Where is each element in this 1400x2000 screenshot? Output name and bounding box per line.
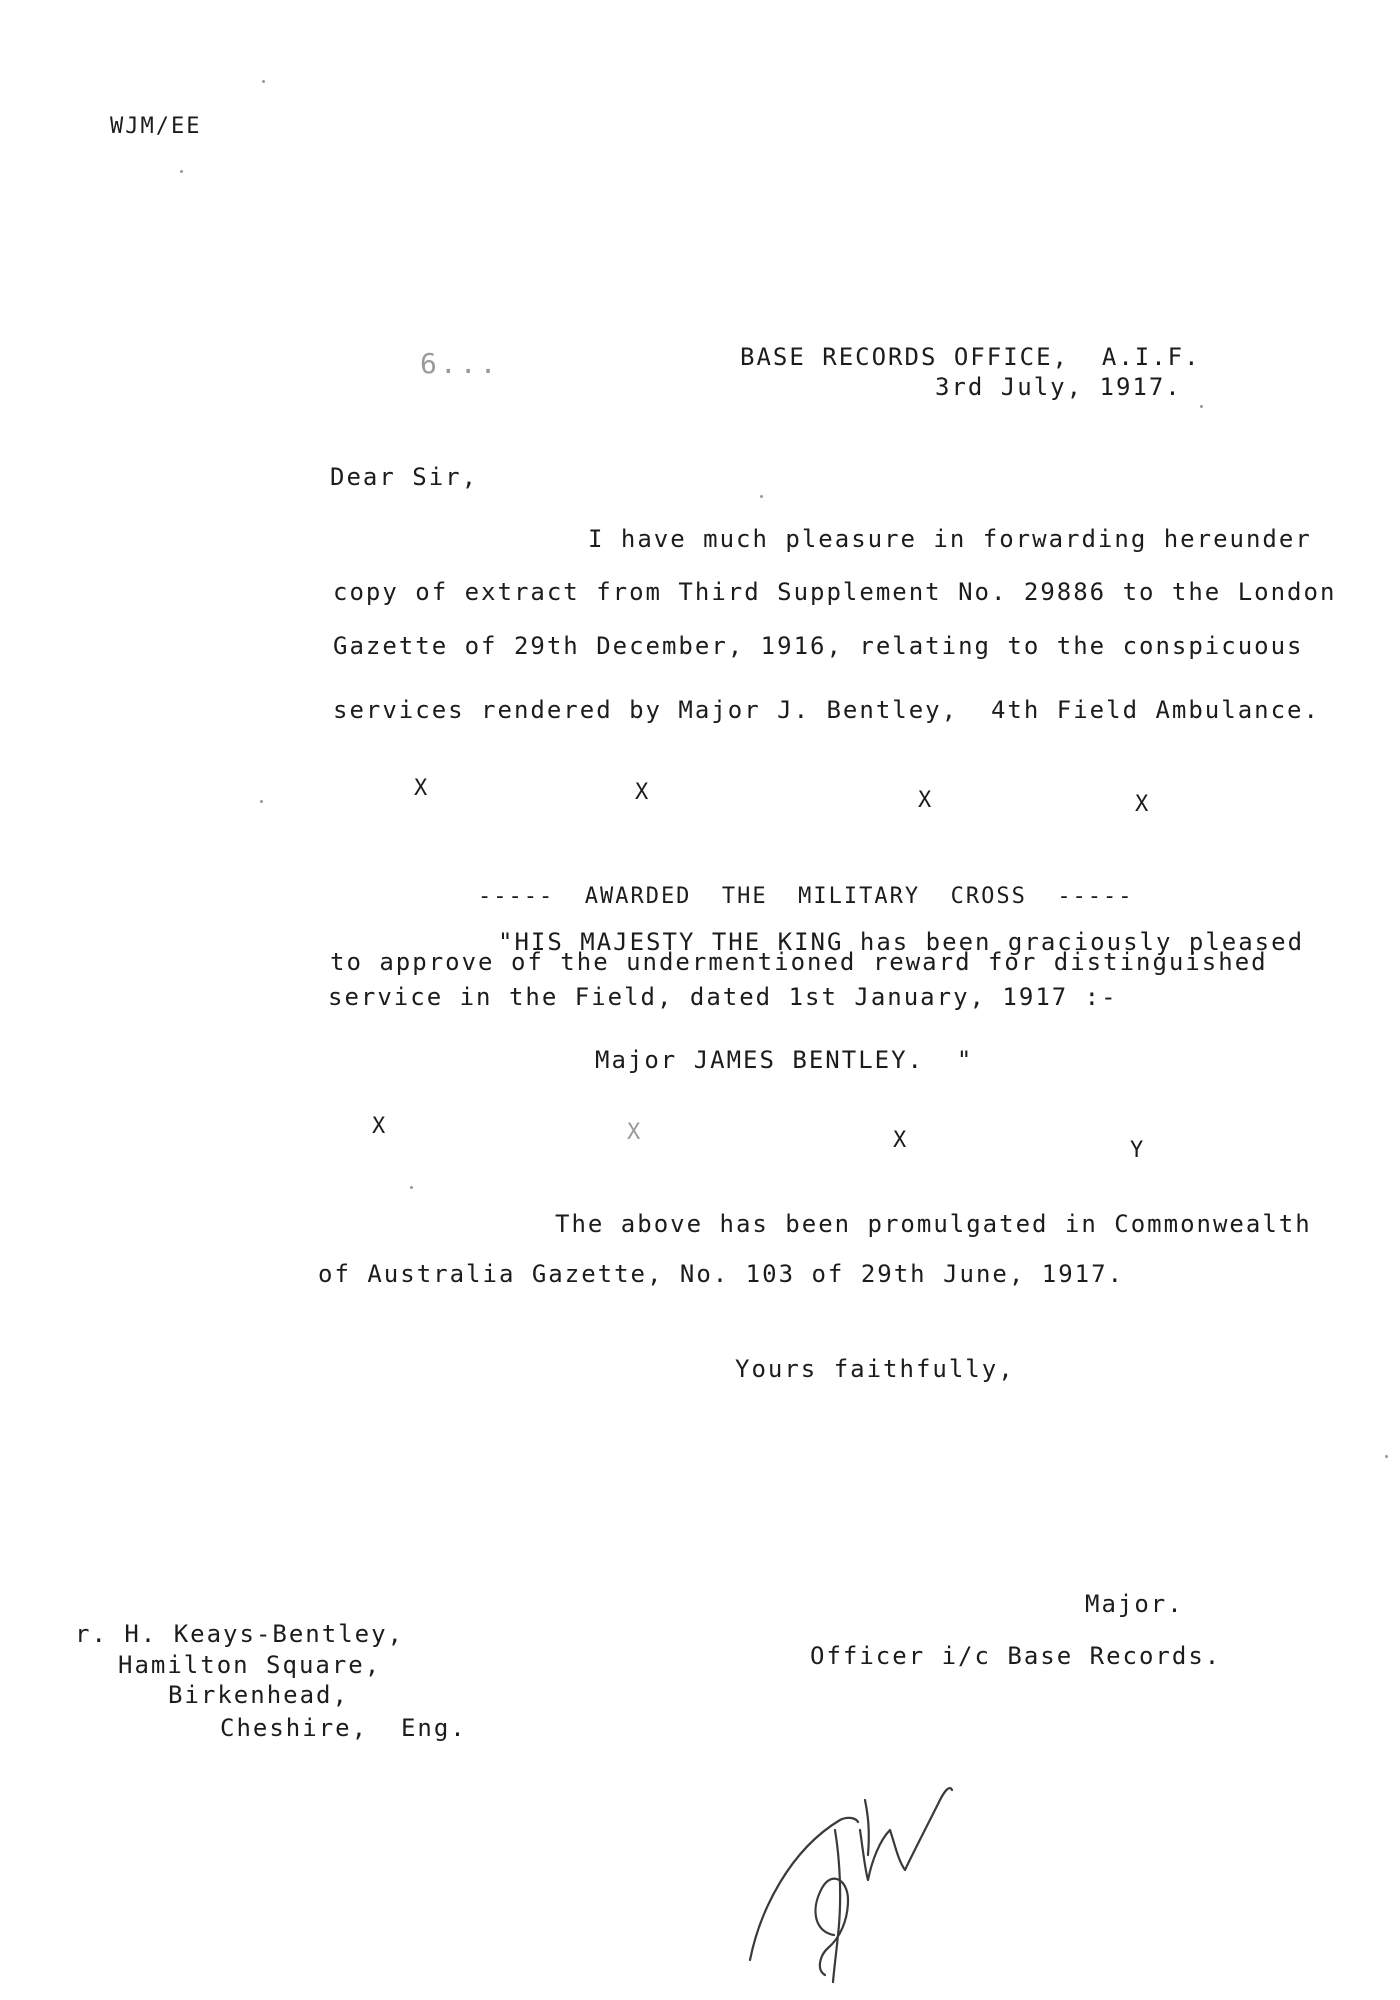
handwritten-initials-signature xyxy=(730,1760,980,1990)
separator-mark: X xyxy=(627,1120,641,1145)
scan-speck xyxy=(260,800,263,803)
scan-speck xyxy=(180,170,183,173)
letterhead-date: 3rd July, 1917. xyxy=(935,373,1182,401)
separator-mark: X xyxy=(918,788,932,813)
body-line: services rendered by Major J. Bentley, 4th Field Ambulance. xyxy=(333,696,1320,724)
closing: Yours faithfully, xyxy=(735,1355,1015,1383)
scan-speck xyxy=(1200,405,1203,408)
separator-mark: Y xyxy=(1130,1138,1144,1163)
recipient-name: Major JAMES BENTLEY. " xyxy=(595,1046,974,1074)
separator-mark: X xyxy=(372,1114,386,1139)
salutation: Dear Sir, xyxy=(330,463,479,491)
addressee-line: r. H. Keays-Bentley, xyxy=(75,1620,404,1648)
separator-mark: X xyxy=(414,776,428,801)
separator-mark: X xyxy=(635,780,649,805)
addressee-line: Cheshire, Eng. xyxy=(220,1714,467,1742)
scan-speck xyxy=(1385,1455,1388,1458)
scan-speck xyxy=(760,495,763,498)
promulgation-line: of Australia Gazette, No. 103 of 29th June, 1917. xyxy=(318,1260,1125,1288)
file-number-stamp: 6... xyxy=(420,347,500,380)
separator-mark: X xyxy=(893,1128,907,1153)
scan-speck xyxy=(262,80,265,83)
reference-code: WJM/EE xyxy=(110,114,202,139)
award-heading: ----- AWARDED THE MILITARY CROSS ----- xyxy=(478,884,1134,909)
letterhead-office: BASE RECORDS OFFICE, A.I.F. xyxy=(740,343,1201,371)
promulgation-line: The above has been promulgated in Commonwealth xyxy=(555,1210,1312,1238)
body-line: I have much pleasure in forwarding hereunder xyxy=(588,525,1312,553)
scan-speck xyxy=(410,1186,413,1189)
addressee-line: Birkenhead, xyxy=(168,1681,349,1709)
citation-line: "HIS MAJESTY THE KING has been graciously pleased xyxy=(498,928,1305,956)
separator-mark: X xyxy=(1135,792,1149,817)
body-line: Gazette of 29th December, 1916, relating to the conspicuous xyxy=(333,632,1304,660)
citation-line: to approve of the undermentioned reward for distinguished xyxy=(330,948,1268,976)
signatory-title: Officer i/c Base Records. xyxy=(810,1642,1222,1670)
body-line: copy of extract from Third Supplement No. 29886 to the London xyxy=(333,578,1337,606)
addressee-line: Hamilton Square, xyxy=(118,1651,382,1679)
signatory-rank: Major. xyxy=(1085,1590,1184,1618)
citation-line: service in the Field, dated 1st January, 1917 :- xyxy=(328,983,1118,1011)
